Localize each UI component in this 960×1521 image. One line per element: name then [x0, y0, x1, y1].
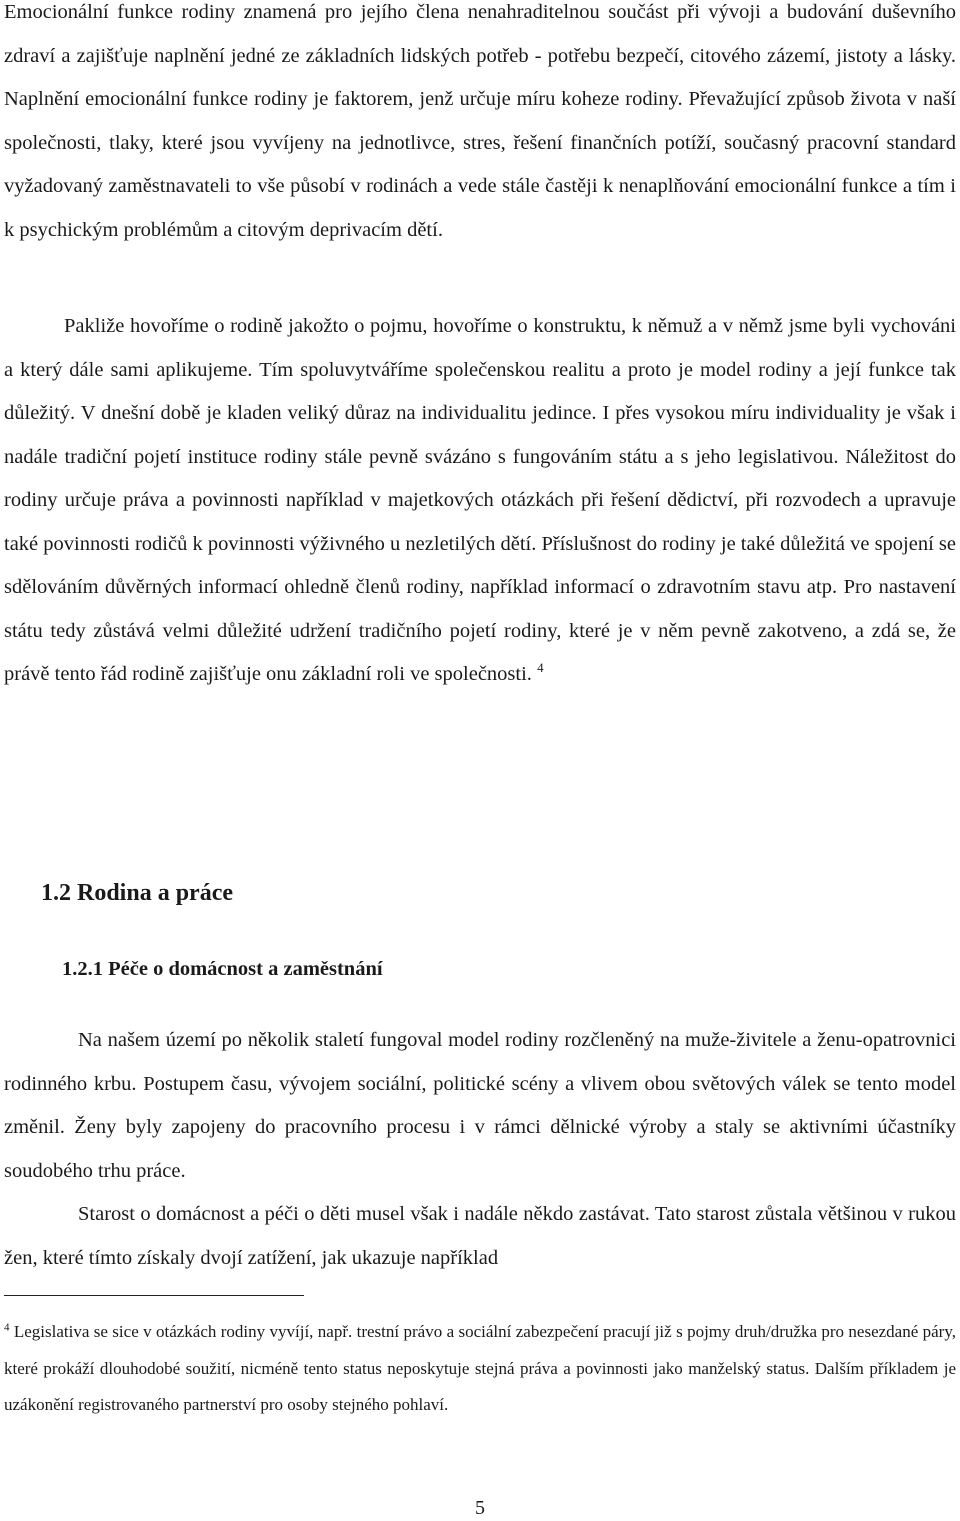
footnote-number: 4	[4, 1321, 10, 1334]
footnote-reference: 4	[537, 660, 544, 676]
paragraph-emotional-function	[4, 0, 956, 252]
paragraph-family-model	[4, 1019, 956, 1193]
paragraph-text: Emocionální funkce rodiny znamená pro jejího člena nenahraditelnou součást při vývoji a budování duševního zdraví a zajišťuje naplnění jedné ze základních lidských potřeb - potřebu bezpečí, citového zázemí, jistoty a lásky. Naplnění emocionální funkce rodiny je faktorem, jenž určuje míru koheze rodiny. Převažující způsob života v naší společnosti, tlaky, které jsou vyvíjeny na jednotlivce, stres, řešení finančních potíží, současný pracovní standard vyžadovaný zaměstnavateli to vše působí v rodinách a vede stále častěji k nenaplňování emocionální funkce a tím i k psychickým problémům a citovým deprivacím dětí.	[4, 1, 956, 241]
page-number: 5	[475, 1497, 485, 1519]
footnote-text: Legislativa se sice v otázkách rodiny vyvíjí, např. trestní právo a sociální zabezpečení pracují již s pojmy druh/družka pro nesezdané páry, které prokáží dlouhodobé soužití, nicméně tento status neposkytuje stejná práva a povinnosti jako manželský status. Dalším příkladem je uzákonění registrovaného partnerství pro osoby stejného pohlaví.	[4, 1322, 956, 1414]
subsection-heading: 1.2.1 Péče o domácnost a zaměstnání	[62, 958, 383, 980]
footnote	[4, 1314, 956, 1424]
paragraph-text: Pakliže hovoříme o rodině jakožto o pojmu, hovoříme o konstruktu, k němuž a v němž jsme byli vychováni a který dále sami aplikujeme. Tím spoluvytváříme společenskou realitu a proto je model rodiny a její funkce tak důležitý. V dnešní době je kladen veliký důraz na individualitu jedince. I přes vysokou míru individuality je však i nadále tradiční pojetí instituce rodiny stále pevně svázáno s fungováním státu a s jeho legislativou. Náležitost do rodiny určuje práva a povinnosti například v majetkových otázkách při řešení dědictví, při rozvodech a upravuje také povinnosti rodičů k povinnosti výživného u nezletilých dětí. Příslušnost do rodiny je také důležitá ve spojení se sdělováním důvěrných informací ohledně členů rodiny, například informací o zdravotním stavu atp. Pro nastavení státu tedy zůstává velmi důležité udržení tradičního pojetí rodiny, které je v něm pevně zakotveno, a zdá se, že právě tento řád rodině zajišťuje onu základní roli ve společnosti.	[4, 315, 956, 685]
paragraph-household-care	[4, 1193, 956, 1280]
footnote-separator	[4, 1295, 304, 1296]
paragraph-family-construct	[4, 305, 956, 697]
paragraph-text: Na našem území po několik staletí fungoval model rodiny rozčleněný na muže-živitele a ženu-opatrovnici rodinného krbu. Postupem času, vývojem sociální, politické scény a vlivem obou světových válek se tento model změnil. Ženy byly zapojeny do pracovního procesu i v rámci dělnické výroby a staly se aktivními účastníky soudobého trhu práce.	[4, 1029, 956, 1182]
section-heading: 1.2 Rodina a práce	[41, 880, 233, 906]
paragraph-text: Starost o domácnost a péči o děti musel však i nadále někdo zastávat. Tato starost zůstala většinou v rukou žen, které tímto získaly dvojí zatížení, jak ukazuje například	[4, 1203, 956, 1269]
